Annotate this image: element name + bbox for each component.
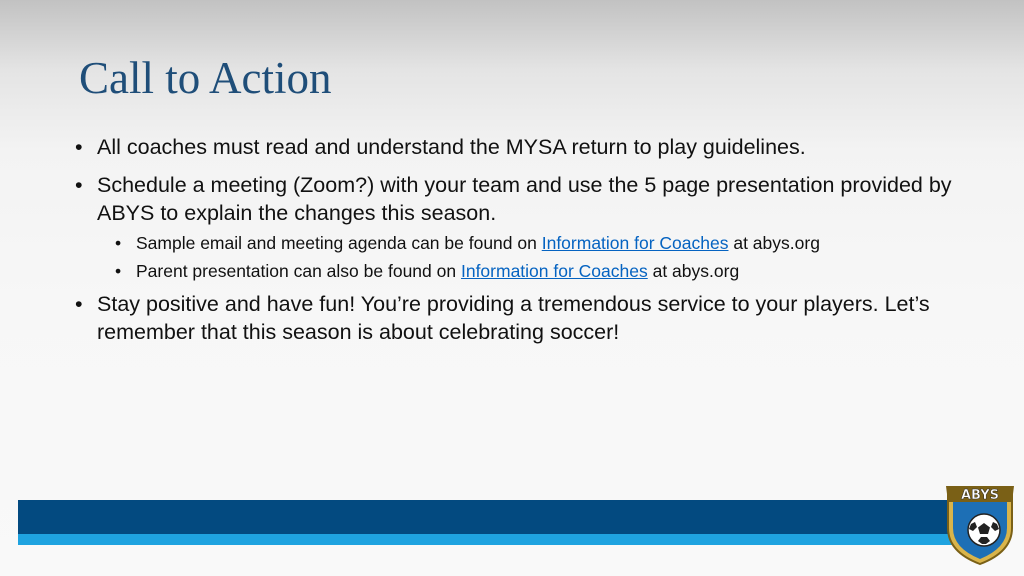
logo-text: ABYS xyxy=(960,488,1000,503)
slide-title: Call to Action xyxy=(79,53,332,103)
sub-bullet-parent-presentation xyxy=(115,257,955,285)
sub-bullet-text: at abys.org xyxy=(647,261,740,281)
information-for-coaches-link[interactable]: Information for Coaches xyxy=(541,233,729,253)
sub-bullet-sample-email xyxy=(115,229,955,257)
bullet-guidelines: • All coaches must read and understand the MYSA return to play guidelines. xyxy=(75,133,955,161)
information-for-coaches-link[interactable]: Information for Coaches xyxy=(460,261,648,281)
bullet-stay-positive: • Stay positive and have fun! You’re providing a tremendous service to your players. Let’s remember that this season is about celebrating soccer! xyxy=(75,290,955,346)
sub-bullet-text: at abys.org xyxy=(728,233,820,253)
sub-bullet-text: Parent presentation can also be found on xyxy=(136,261,461,281)
footer-bar-light xyxy=(18,534,1000,545)
sub-bullet-text: Sample email and meeting agenda can be found on xyxy=(136,233,542,253)
abys-logo xyxy=(944,478,1016,566)
bullet-schedule-meeting: • Schedule a meeting (Zoom?) with your team and use the 5 page presentation provided by ABYS to explain the changes this season. xyxy=(75,171,955,227)
footer-bar-dark xyxy=(18,500,1000,534)
soccer-ball-icon xyxy=(968,514,1000,546)
slide-body xyxy=(75,133,955,346)
